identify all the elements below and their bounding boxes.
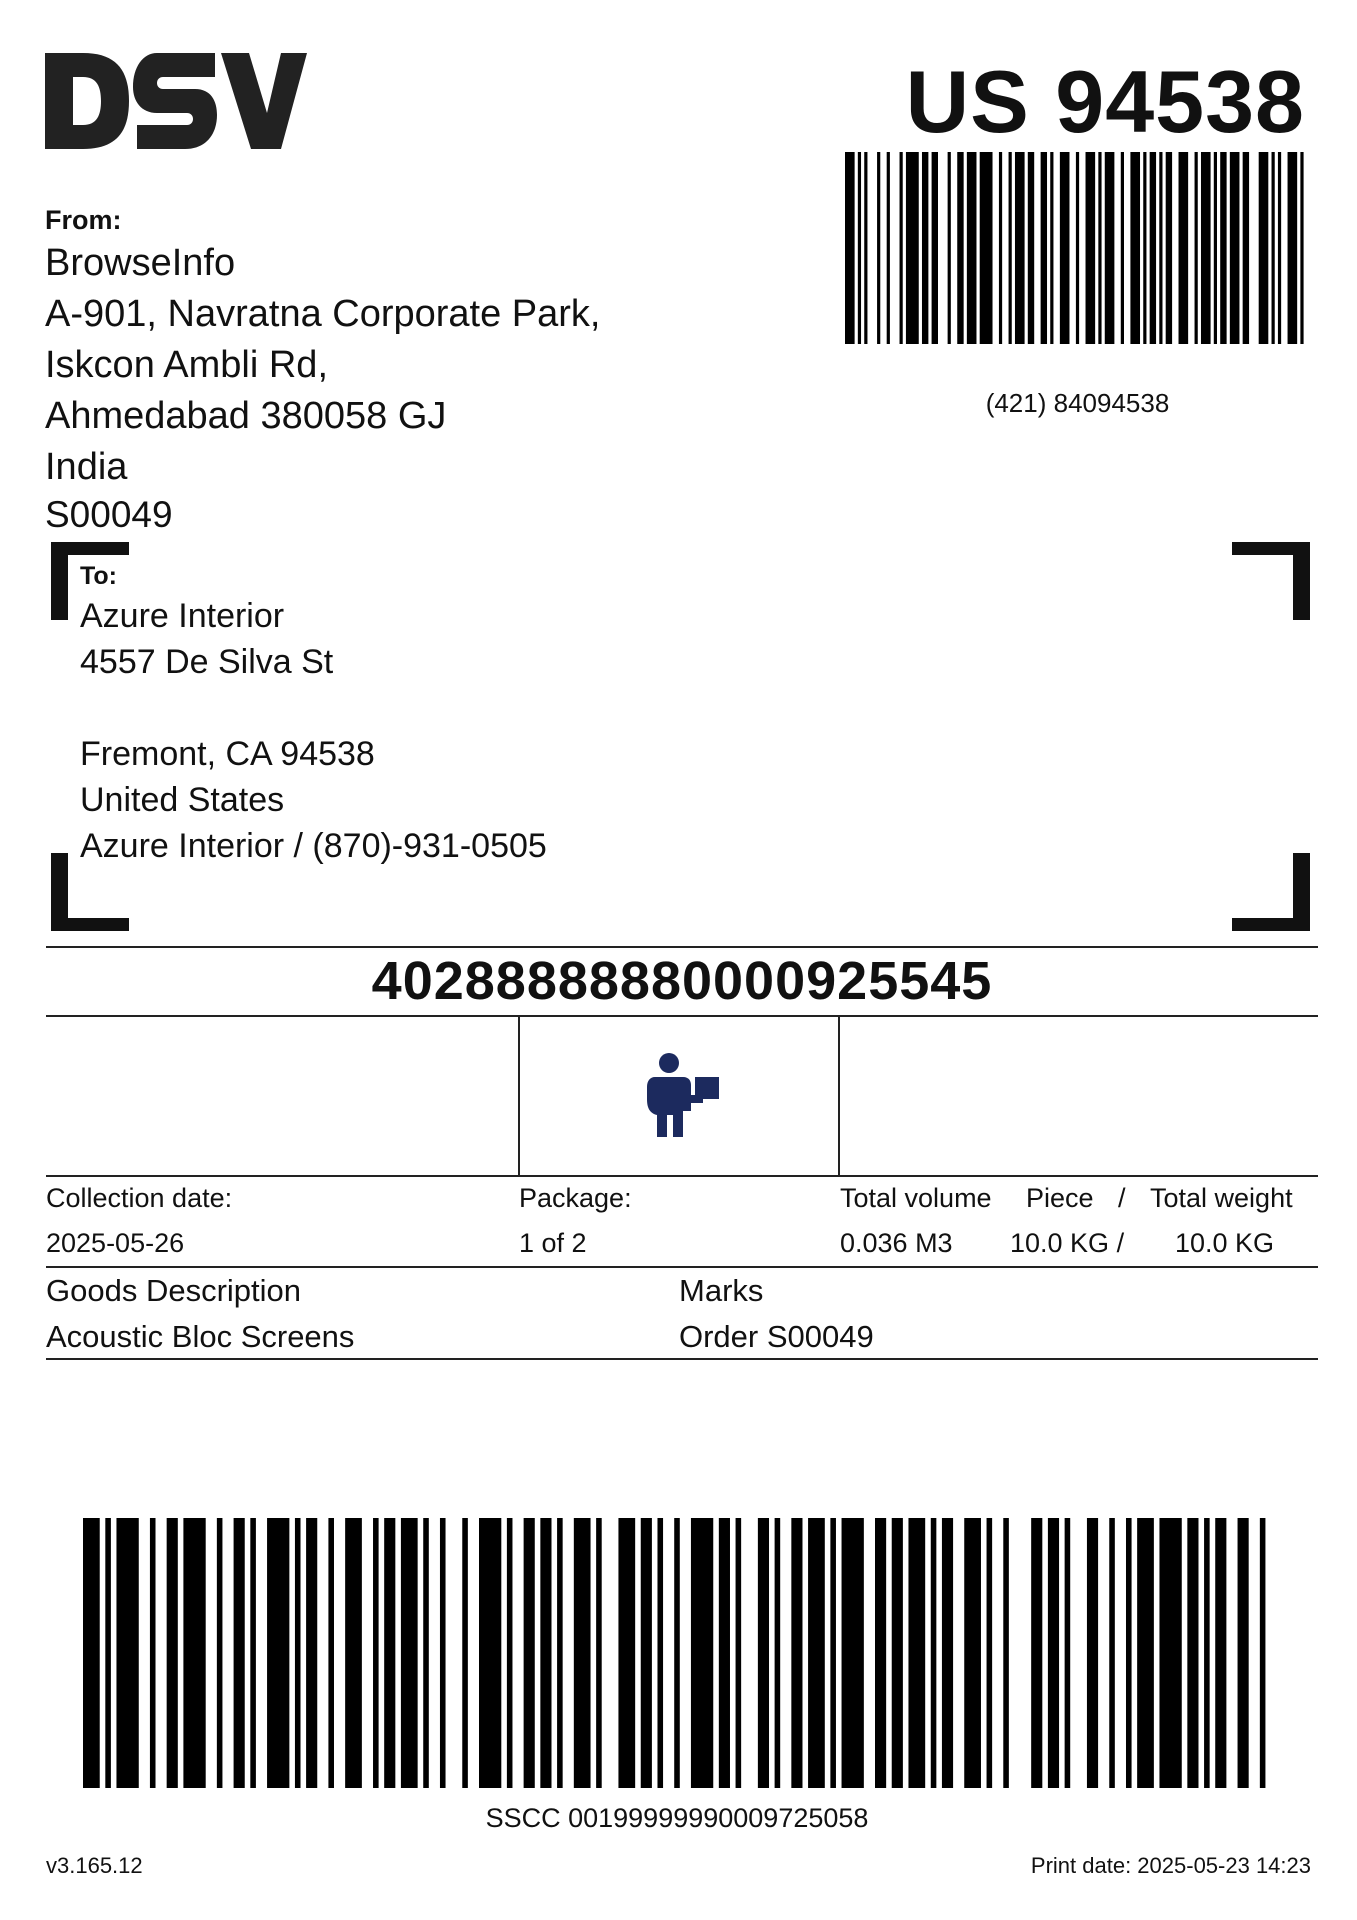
barcode-bar xyxy=(1015,152,1025,344)
recipient-address xyxy=(80,593,547,869)
print-date: Print date: 2025-05-23 14:23 xyxy=(1030,1853,1311,1878)
marks-value: Order S00049 xyxy=(679,1319,874,1354)
barcode-bar xyxy=(791,1518,802,1788)
recipient-line: Fremont, CA 94538 xyxy=(80,735,375,773)
barcode-bar xyxy=(906,152,919,344)
barcode-bar xyxy=(1187,1518,1198,1788)
barcode-bar xyxy=(1143,152,1146,344)
barcode-bar xyxy=(942,1518,953,1788)
barcode-bar xyxy=(892,1518,903,1788)
sscc-number: SSCC 00199999990009725058 xyxy=(485,1803,869,1833)
barcode-bar xyxy=(328,1518,334,1788)
barcode-bar xyxy=(250,1518,256,1788)
barcode-bar xyxy=(1159,152,1162,344)
goods-description-value: Acoustic Bloc Screens xyxy=(46,1319,355,1354)
barcode-bar xyxy=(1272,152,1275,344)
barcode-bar xyxy=(948,152,951,344)
dsv-logo xyxy=(45,53,307,149)
barcode-bar xyxy=(858,152,861,344)
barcode-bar xyxy=(1031,1518,1042,1788)
barcode-bar xyxy=(1121,152,1124,344)
barcode-bar xyxy=(1126,1518,1132,1788)
recipient-line: 4557 De Silva St xyxy=(80,643,334,681)
barcode-bar xyxy=(596,1518,602,1788)
postal-barcode xyxy=(845,152,1310,344)
goods-description-label: Goods Description xyxy=(46,1273,302,1308)
barcode-bar xyxy=(932,152,938,344)
barcode-bar xyxy=(524,1518,535,1788)
barcode-bar xyxy=(931,1518,937,1788)
barcode-bar xyxy=(1065,1518,1071,1788)
barcode-bar xyxy=(674,1518,680,1788)
recipient-line: United States xyxy=(80,781,285,819)
barcode-bar xyxy=(345,1518,362,1788)
barcode-bar xyxy=(1086,152,1096,344)
divider xyxy=(838,1016,840,1176)
divider xyxy=(46,1175,1318,1177)
sender-line: India xyxy=(45,446,128,488)
collection-date-label: Collection date: xyxy=(46,1183,233,1213)
barcode-bar xyxy=(1166,152,1172,344)
barcode-bar xyxy=(1230,152,1240,344)
barcode-bar xyxy=(922,152,928,344)
address-frame-corner xyxy=(1232,542,1310,620)
sscc-barcode xyxy=(83,1518,1271,1788)
barcode-bar xyxy=(1278,152,1281,344)
total-weight-label: Total weight xyxy=(1150,1183,1293,1213)
barcode-bar xyxy=(1238,1518,1249,1788)
barcode-bar xyxy=(1109,1518,1115,1788)
divider xyxy=(46,946,1318,948)
barcode-bar xyxy=(83,1518,100,1788)
sender-label: From: xyxy=(45,205,122,235)
barcode-bar xyxy=(1150,152,1156,344)
divider xyxy=(46,1266,1318,1268)
barcode-bar xyxy=(384,1518,395,1788)
package-value: 1 of 2 xyxy=(519,1228,587,1258)
barcode-bar xyxy=(150,1518,156,1788)
barcode-bar xyxy=(864,152,867,344)
total-volume-label: Total volume xyxy=(840,1183,992,1213)
barcode-bar xyxy=(234,1518,245,1788)
barcode-bar xyxy=(641,1518,652,1788)
recipient-line: Azure Interior / (870)-931-0505 xyxy=(80,827,547,865)
barcode-bar xyxy=(1041,152,1047,344)
barcode-bar xyxy=(1243,152,1249,344)
recipient-label: To: xyxy=(80,562,118,590)
barcode-bar xyxy=(1050,152,1053,344)
barcode-bar xyxy=(908,1518,925,1788)
barcode-bar xyxy=(1009,152,1012,344)
barcode-bar xyxy=(830,1518,836,1788)
barcode-bar xyxy=(1214,152,1217,344)
barcode-bar xyxy=(1179,152,1189,344)
barcode-bar xyxy=(1060,152,1070,344)
barcode-bar xyxy=(479,1518,501,1788)
barcode-bar xyxy=(267,1518,289,1788)
barcode-bar xyxy=(691,1518,713,1788)
total-volume-value: 0.036 M3 xyxy=(840,1228,953,1258)
recipient-line xyxy=(80,685,547,731)
sender-line: BrowseInfo xyxy=(45,242,236,284)
barcode-bar xyxy=(167,1518,178,1788)
barcode-bar xyxy=(1260,1518,1266,1788)
collection-date-value: 2025-05-26 xyxy=(46,1228,185,1258)
barcode-bar xyxy=(217,1518,223,1788)
barcode-bar xyxy=(574,1518,591,1788)
barcode-bar xyxy=(440,1518,446,1788)
total-weight-value: 10.0 KG xyxy=(1175,1228,1275,1258)
barcode-bar xyxy=(1288,152,1298,344)
barcode-bar xyxy=(957,152,963,344)
barcode-bar xyxy=(401,1518,418,1788)
barcode-bar xyxy=(105,1518,111,1788)
divider xyxy=(518,1016,520,1176)
barcode-bar xyxy=(887,152,890,344)
barcode-bar xyxy=(987,1518,993,1788)
barcode-bar xyxy=(557,1518,563,1788)
barcode-bar xyxy=(423,1518,429,1788)
package-label: Package: xyxy=(519,1183,632,1213)
sender-line: A-901, Navratna Corporate Park, xyxy=(45,293,601,335)
postal-code: US 94538 xyxy=(905,52,1305,151)
marks-label: Marks xyxy=(679,1273,764,1308)
barcode-bar xyxy=(900,152,903,344)
barcode-bar xyxy=(980,152,993,344)
sender-address xyxy=(45,238,601,493)
barcode-bar xyxy=(116,1518,138,1788)
postal-barcode-text: (421) 84094538 xyxy=(985,388,1170,418)
barcode-bar xyxy=(1130,152,1140,344)
barcode-bar xyxy=(1259,152,1269,344)
barcode-bar xyxy=(183,1518,205,1788)
barcode-bar xyxy=(999,152,1002,344)
barcode-bar xyxy=(1220,152,1226,344)
barcode-bar xyxy=(877,152,880,344)
barcode-bar xyxy=(1087,1518,1098,1788)
barcode-bar xyxy=(1195,152,1198,344)
barcode-bar xyxy=(295,1518,301,1788)
address-frame-corner xyxy=(1232,853,1310,931)
barcode-bar xyxy=(540,1518,551,1788)
barcode-bar xyxy=(1098,152,1101,344)
divider xyxy=(46,1358,1318,1360)
barcode-bar xyxy=(1201,152,1211,344)
tracking-number: 40288888880000925545 xyxy=(371,951,993,1011)
piece-label: Piece xyxy=(1026,1183,1094,1213)
barcode-bar xyxy=(808,1518,825,1788)
barcode-bar xyxy=(842,1518,864,1788)
barcode-bar xyxy=(373,1518,379,1788)
barcode-bar xyxy=(1204,1518,1210,1788)
divider xyxy=(46,1015,1318,1017)
piece-weight-separator: / xyxy=(1118,1183,1126,1213)
barcode-bar xyxy=(507,1518,513,1788)
sender-reference: S00049 xyxy=(45,494,173,535)
barcode-bar xyxy=(1003,1518,1009,1788)
barcode-bar xyxy=(657,1518,663,1788)
barcode-bar xyxy=(964,1518,981,1788)
barcode-bar xyxy=(1048,1518,1059,1788)
barcode-bar xyxy=(967,152,977,344)
barcode-bar xyxy=(1215,1518,1226,1788)
barcode-bar xyxy=(875,1518,886,1788)
version-text: v3.165.12 xyxy=(46,1853,143,1878)
piece-weight-value: 10.0 KG / xyxy=(1010,1228,1125,1258)
barcode-bar xyxy=(1105,152,1115,344)
barcode-bar xyxy=(306,1518,317,1788)
person-with-package-icon xyxy=(645,1053,719,1142)
sender-line: Iskcon Ambli Rd, xyxy=(45,344,328,386)
recipient-line: Azure Interior xyxy=(80,597,285,635)
sender-line: Ahmedabad 380058 GJ xyxy=(45,395,447,437)
barcode-bar xyxy=(775,1518,781,1788)
barcode-bar xyxy=(1076,152,1079,344)
barcode-bar xyxy=(618,1518,635,1788)
barcode-bar xyxy=(719,1518,730,1788)
barcode-bar xyxy=(1028,152,1034,344)
barcode-bar xyxy=(758,1518,769,1788)
barcode-bar xyxy=(736,1518,742,1788)
barcode-bar xyxy=(1137,1518,1154,1788)
barcode-bar xyxy=(845,152,855,344)
barcode-bar xyxy=(1300,152,1303,344)
barcode-bar xyxy=(1159,1518,1181,1788)
barcode-bar xyxy=(462,1518,468,1788)
